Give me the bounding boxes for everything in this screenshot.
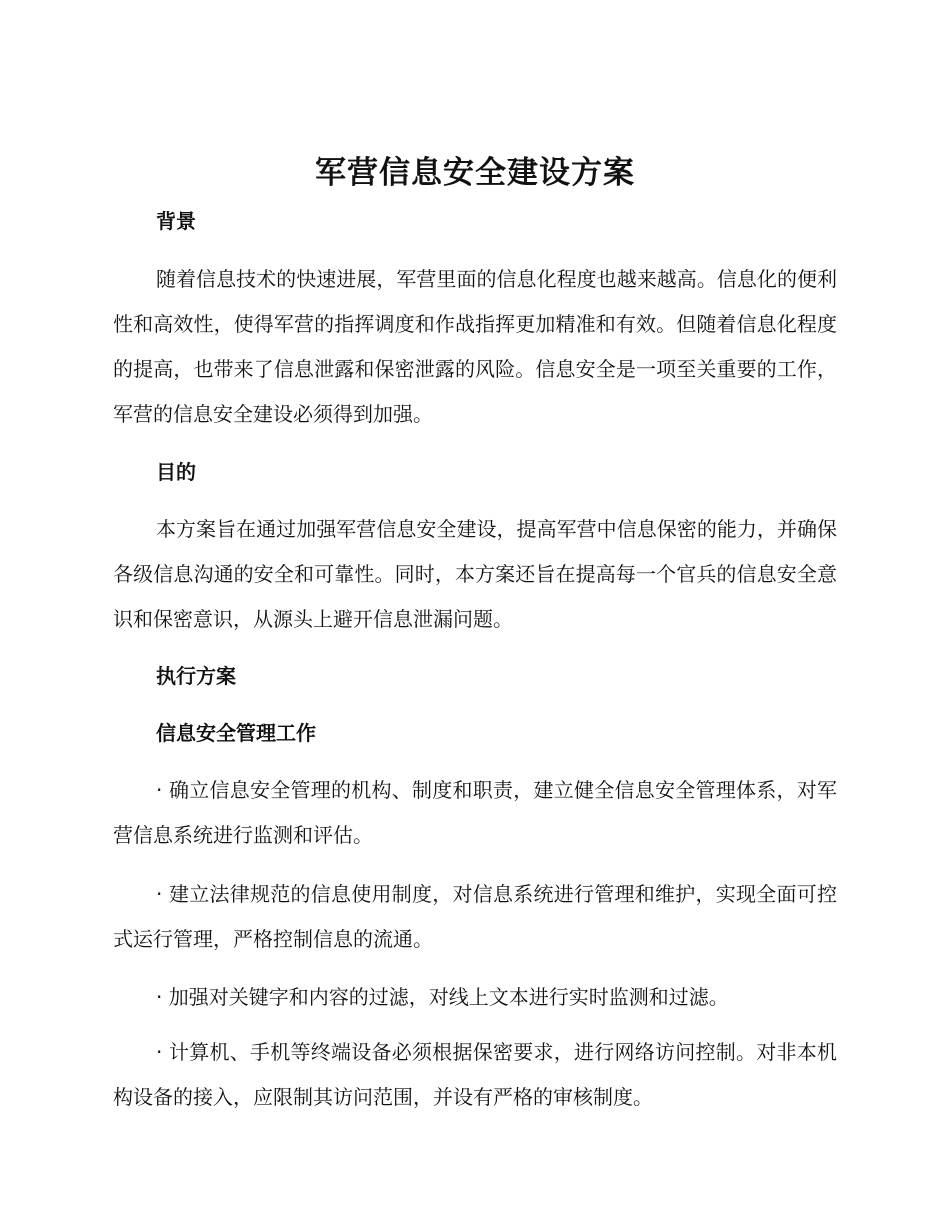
heading-purpose: 目的	[156, 460, 196, 484]
bullet-item-4: · 计算机、手机等终端设备必须根据保密要求，进行网络访问控制。对非本机构设备的接入，应限制其访问范围，并设有严格的审核制度。	[113, 1040, 837, 1109]
bullet-item-2: · 建立法律规范的信息使用制度，对信息系统进行管理和维护，实现全面可控式运行管理，严格控制信息的流通。	[113, 882, 837, 951]
heading-background: 背景	[156, 209, 196, 233]
bullet-item-3: · 加强对关键字和内容的过滤，对线上文本进行实时监测和过滤。	[156, 985, 729, 1009]
heading-security-management: 信息安全管理工作	[156, 721, 316, 745]
paragraph-purpose: 本方案旨在通过加强军营信息安全建设，提高军营中信息保密的能力，并确保各级信息沟通的安全和可靠性。同时，本方案还旨在提高每一个官兵的信息安全意识和保密意识，从源头上避开信息泄漏问题。	[113, 517, 837, 631]
paragraph-background: 随着信息技术的快速进展，军营里面的信息化程度也越来越高。信息化的便利性和高效性，使得军营的指挥调度和作战指挥更加精准和有效。但随着信息化程度的提高，也带来了信息泄露和保密泄露的风险。信息安全是一项至关重要的工作，军营的信息安全建设必须得到加强。	[113, 267, 837, 426]
document-title: 军营信息安全建设方案	[315, 155, 635, 191]
bullet-item-1: · 确立信息安全管理的机构、制度和职责，建立健全信息安全管理体系，对军营信息系统进行监测和评估。	[113, 778, 837, 847]
heading-execution-plan: 执行方案	[156, 664, 236, 688]
